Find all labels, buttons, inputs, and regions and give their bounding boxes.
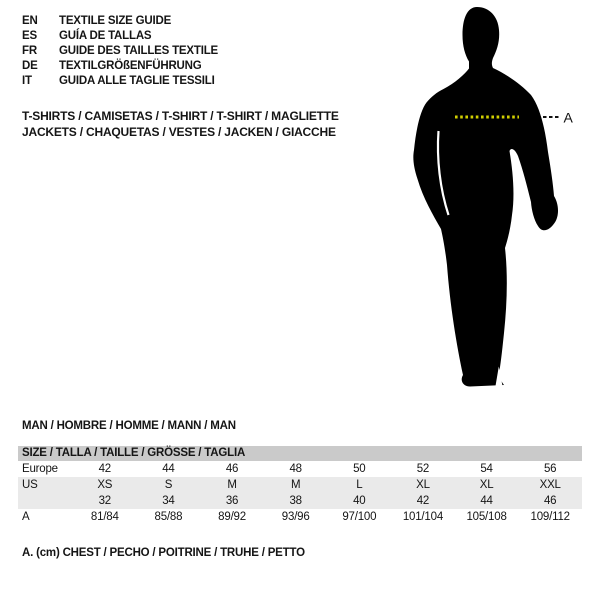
size-cell: 36: [225, 495, 239, 507]
man-silhouette-path: [413, 7, 558, 387]
size-cell: 42: [416, 495, 430, 507]
size-cell: XXL: [539, 479, 561, 491]
row-label: A: [22, 511, 30, 523]
garment-categories: [22, 109, 339, 140]
size-cell: 48: [289, 463, 302, 475]
table-row-chest-a: [18, 509, 582, 525]
language-row: [22, 43, 218, 58]
language-label: TEXTILGRÖßENFÜHRUNG: [59, 59, 202, 72]
language-code: IT: [22, 74, 32, 87]
size-cell: 32: [98, 495, 112, 507]
category-line-jackets: JACKETS / CHAQUETAS / VESTES / JACKEN / GIACCHE: [22, 124, 336, 139]
size-cell: 101/104: [402, 511, 444, 523]
language-label: TEXTILE SIZE GUIDE: [59, 14, 172, 27]
size-cell: 42: [98, 463, 112, 475]
size-table-header: SIZE / TALLA / TAILLE / GRÖSSE / TAGLIA: [18, 446, 582, 461]
language-code: FR: [22, 44, 37, 57]
language-label: GUIDA ALLE TAGLIE TESSILI: [59, 74, 215, 87]
language-label: GUÍA DE TALLAS: [59, 29, 152, 42]
table-row-numeric: [18, 493, 582, 509]
size-cell: 52: [416, 463, 430, 475]
language-code: EN: [22, 14, 38, 27]
language-code: DE: [22, 59, 38, 72]
row-label: [18, 493, 73, 509]
size-cell: 44: [162, 463, 175, 475]
measurement-label-a: A: [563, 109, 573, 126]
size-cell: 97/100: [342, 511, 377, 523]
table-row-us: [18, 477, 582, 493]
size-cell: 81/84: [90, 511, 119, 523]
table-row-europe: [18, 461, 582, 477]
man-silhouette: [405, 0, 600, 405]
size-cell: 105/108: [466, 511, 507, 523]
size-cell: M: [290, 479, 301, 491]
row-label: US: [22, 479, 38, 491]
size-cell: 38: [289, 495, 302, 507]
row-label: Europe: [22, 463, 58, 475]
language-code: ES: [22, 29, 37, 42]
size-cell: 54: [480, 463, 493, 475]
language-row: [22, 58, 218, 73]
size-cell: 46: [543, 495, 557, 507]
size-cell: M: [227, 479, 237, 491]
size-cell: S: [164, 479, 173, 491]
size-cell: 93/96: [281, 511, 310, 523]
size-table: [18, 446, 582, 525]
size-cell: XL: [416, 479, 430, 491]
size-cell: 50: [353, 463, 366, 475]
language-label: GUIDE DES TAILLES TEXTILE: [59, 44, 218, 57]
size-cell: XS: [97, 479, 113, 491]
language-list: [22, 13, 218, 88]
size-cell: 109/112: [530, 511, 570, 523]
size-cell: 46: [225, 463, 239, 475]
measurement-footnote: A. (cm) CHEST / PECHO / POITRINE / TRUHE / PETTO: [22, 547, 305, 559]
language-row: [22, 13, 218, 28]
category-line-tshirts: T-SHIRTS / CAMISETAS / T-SHIRT / T-SHIRT / MAGLIETTE: [22, 109, 339, 123]
language-row: [22, 73, 218, 88]
size-cell: 34: [162, 495, 175, 507]
section-title-man: MAN / HOMBRE / HOMME / MANN / MAN: [22, 420, 236, 432]
size-cell: 85/88: [154, 511, 183, 523]
language-row: [22, 28, 218, 43]
size-cell: 40: [353, 495, 366, 507]
size-cell: L: [356, 479, 363, 491]
size-cell: 56: [543, 463, 557, 475]
size-cell: 44: [480, 495, 493, 507]
size-cell: XL: [479, 479, 494, 491]
size-cell: 89/92: [218, 511, 246, 523]
